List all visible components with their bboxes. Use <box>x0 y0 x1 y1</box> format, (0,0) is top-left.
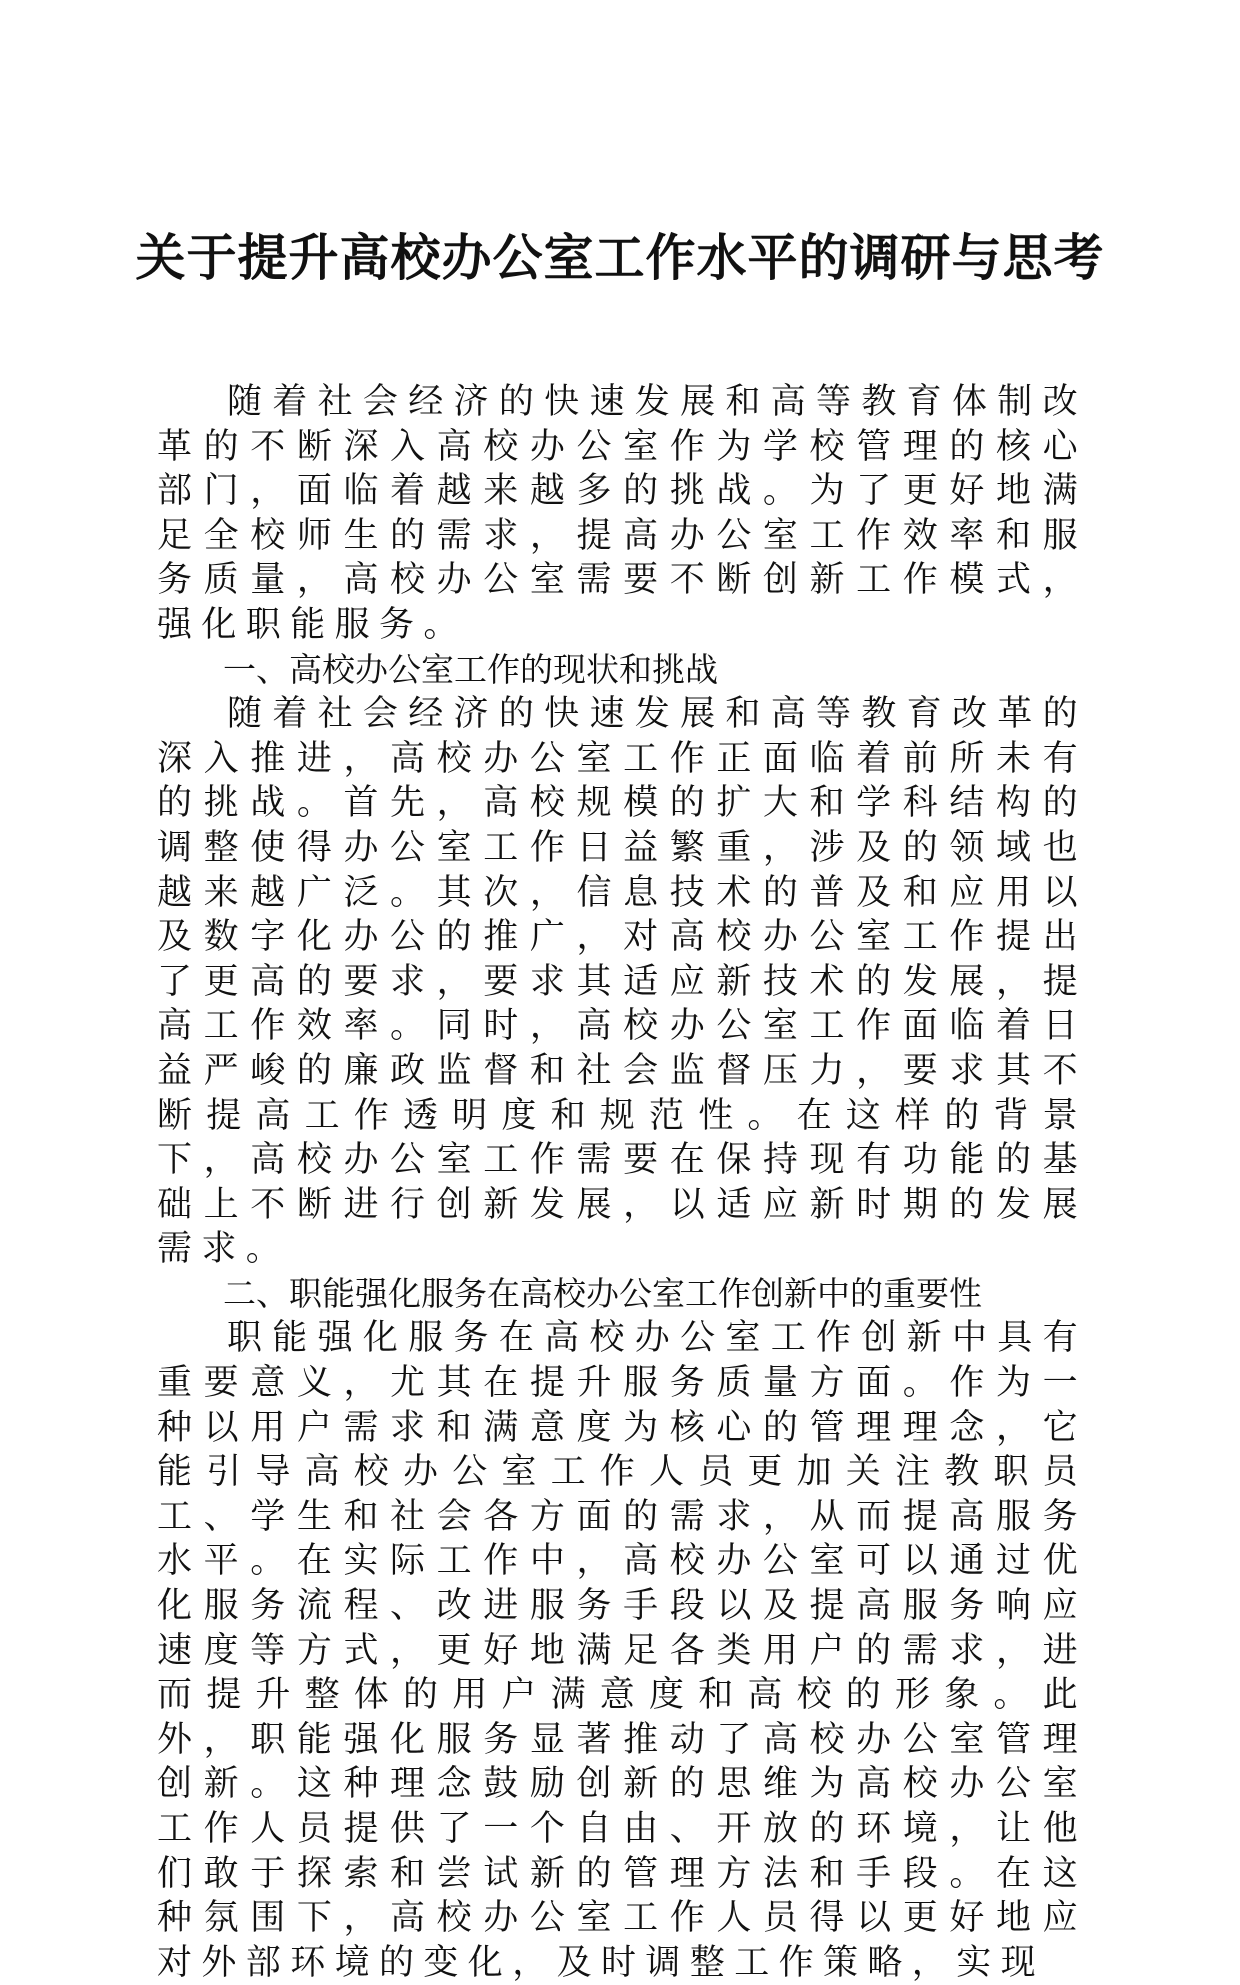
document-title: 关于提升高校办公室工作水平的调研与思考 <box>135 228 1105 287</box>
section-1-heading: 一、高校办公室工作的现状和挑战 <box>223 649 718 689</box>
document-body <box>157 380 1087 1985</box>
intro-paragraph: 随着社会经济的快速发展和高等教育体制改革的不断深入高校办公室作为学校管理的核心部门，面临着越来越多的挑战。为了更好地满足全校师生的需求，提高办公室工作效率和服务质量，高校办公室需要不断创新工作模式，强化职能服务。 <box>157 382 1087 645</box>
section-2-heading: 二、职能强化服务在高校办公室工作创新中的重要性 <box>223 1273 982 1313</box>
section-1-paragraph: 随着社会经济的快速发展和高等教育改革的深入推进，高校办公室工作正面临着前所未有的挑战。首先，高校规模的扩大和学科结构的调整使得办公室工作日益繁重，涉及的领域也越来越广泛。其次，信息技术的普及和应用以及数字化办公的推广，对高校办公室工作提出了更高的要求，要求其适应新技术的发展，提高工作效率。同时，高校办公室工作面临着日益严峻的廉政监督和社会监督压力，要求其不断提高工作透明度和规范性。在这样的背景下，高校办公室工作需要在保持现有功能的基础上不断进行创新发展，以适应新时期的发展需求。 <box>157 694 1087 1270</box>
section-2-paragraph: 职能强化服务在高校办公室工作创新中具有重要意义，尤其在提升服务质量方面。作为一种以用户需求和满意度为核心的管理理念，它能引导高校办公室工作人员更加关注教职员工、学生和社会各方面的需求，从而提高服务水平。在实际工作中，高校办公室可以通过优化服务流程、改进服务手段以及提高服务响应速度等方式，更好地满足各类用户的需求，进而提升整体的用户满意度和高校的形象。此外，职能强化服务显著推动了高校办公室管理创新。这种理念鼓励创新的思维为高校办公室工作人员提供了一个自由、开放的环境，让他们敢于探索和尝试新的管理方法和手段。在这种氛围下，高校办公室工作人员得以更好地应对外部环境的变化，及时调整工作策略，实现 <box>157 1318 1087 1983</box>
